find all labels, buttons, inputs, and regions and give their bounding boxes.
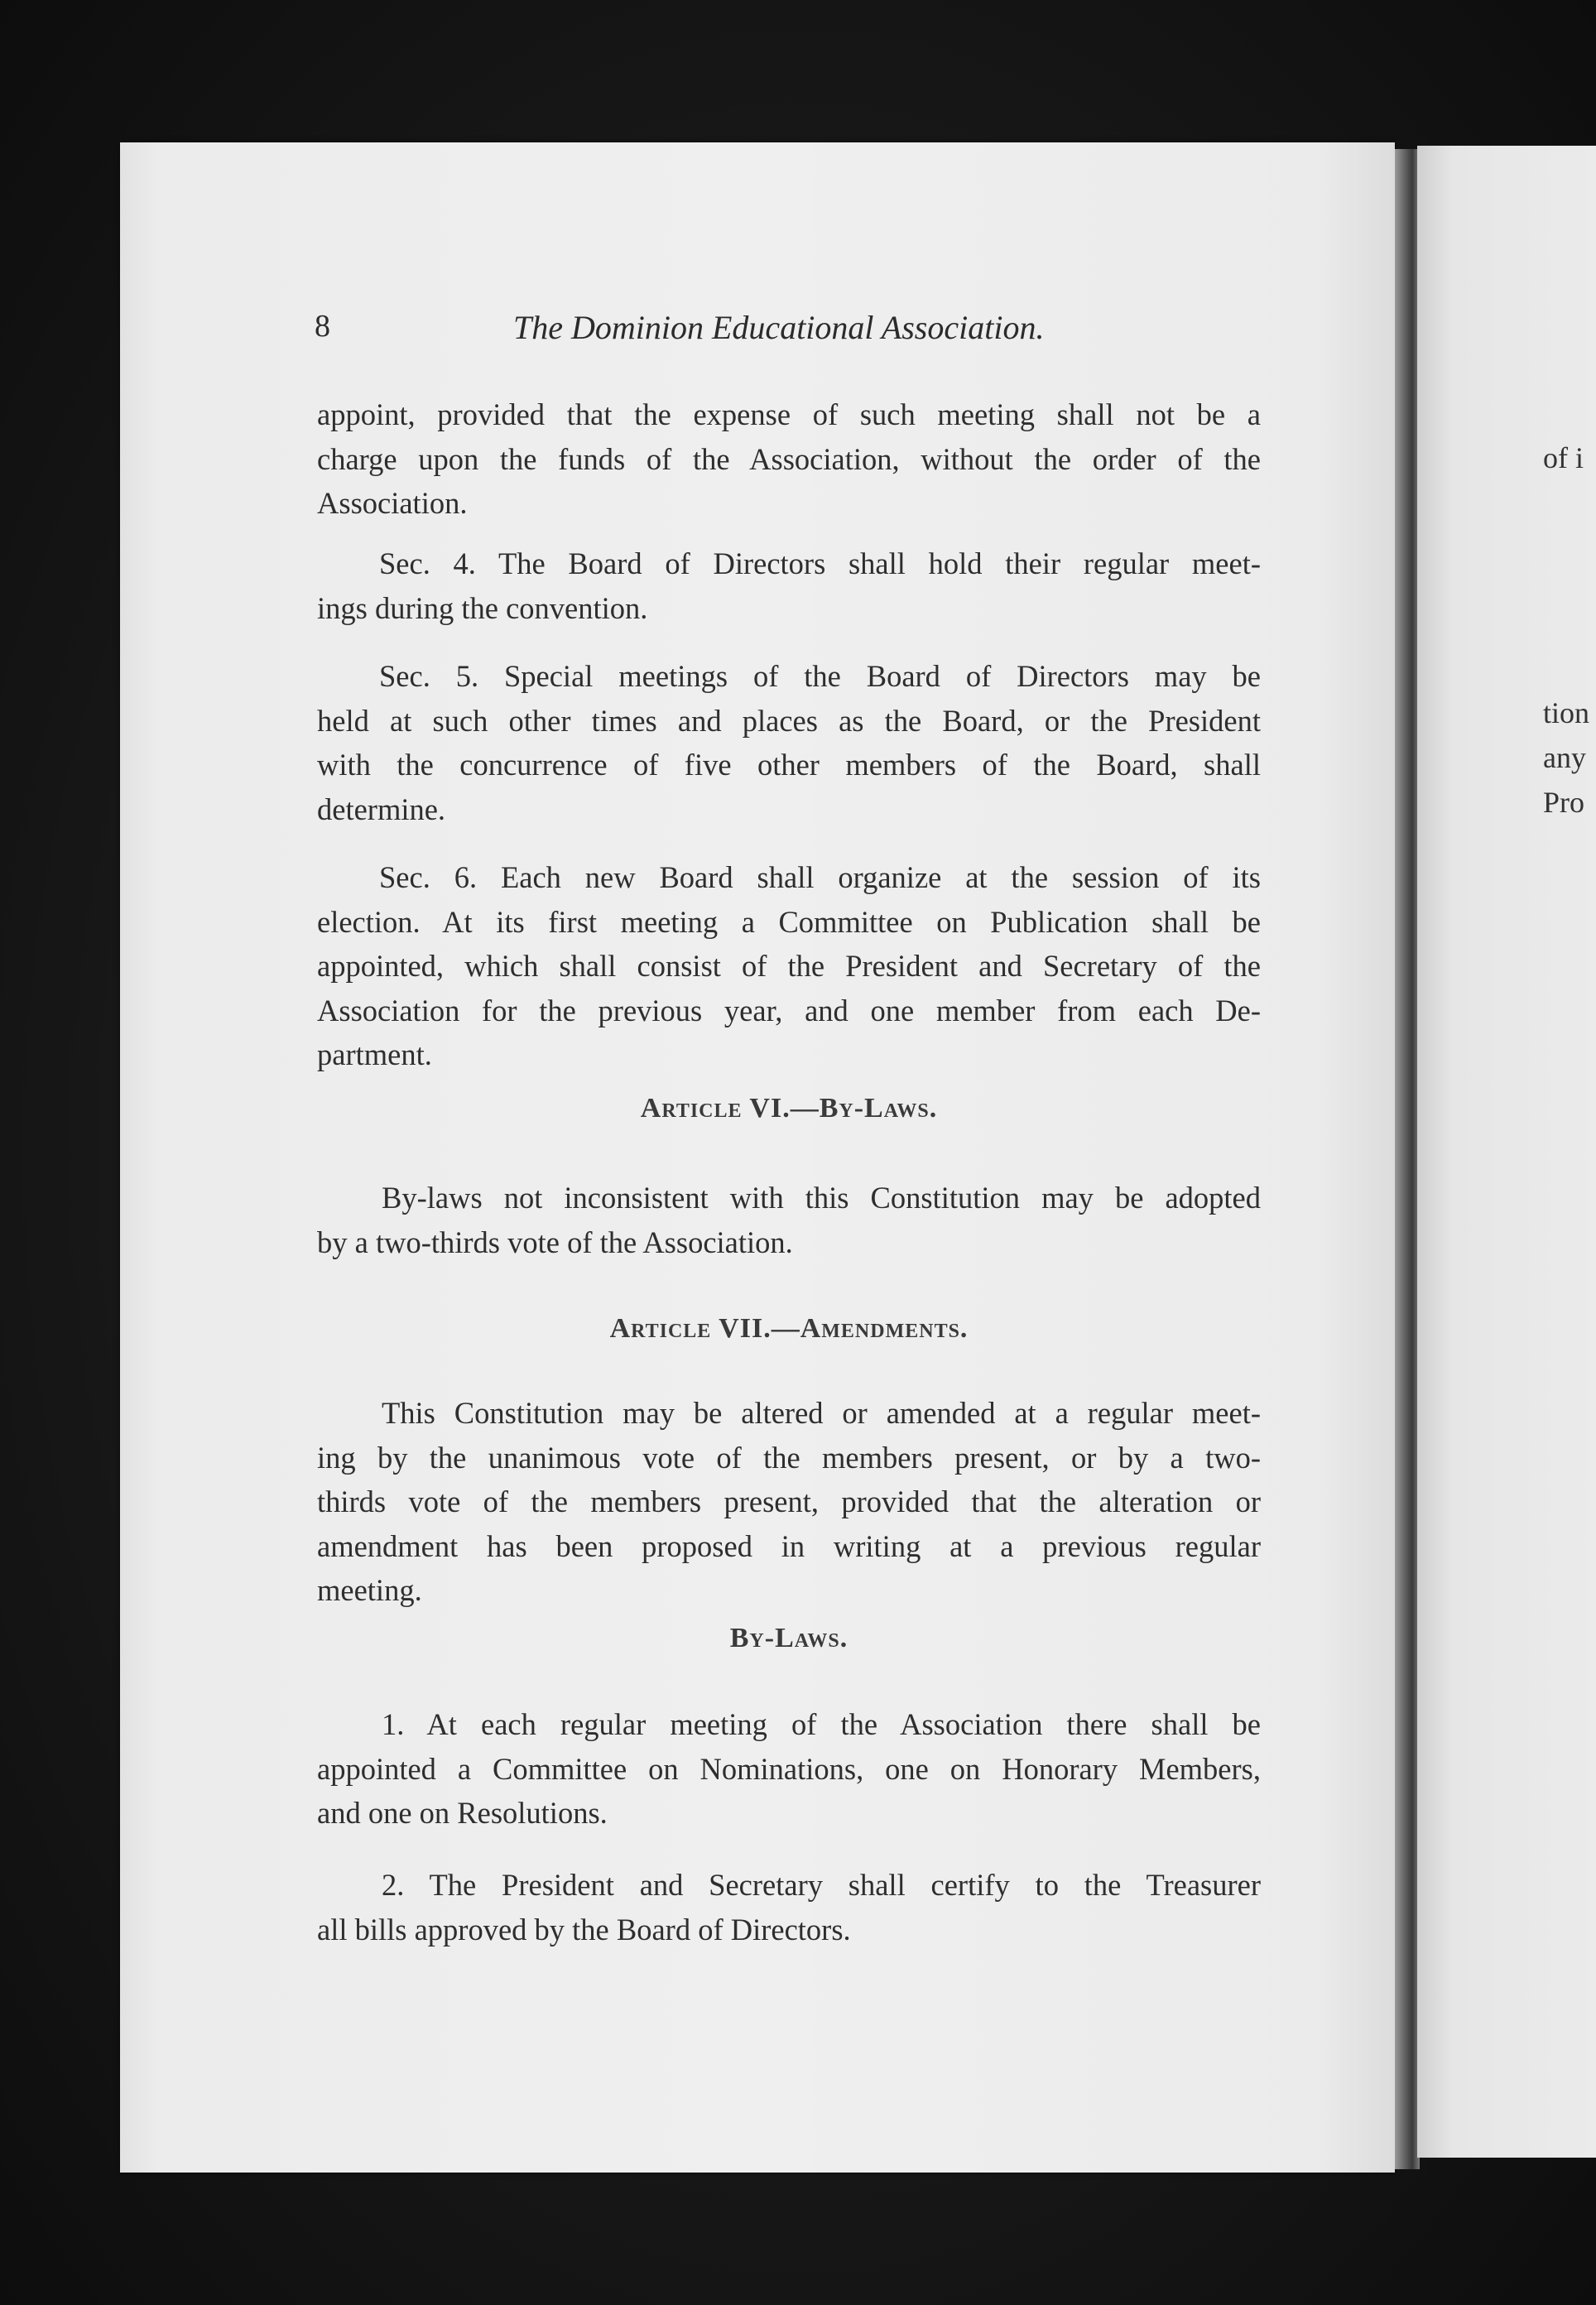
text-line: determine. [317, 792, 446, 826]
running-title: The Dominion Educational Association. [513, 309, 1045, 346]
text-line: all bills approved by the Board of Directors. [317, 1912, 851, 1946]
article-vii-text [317, 1391, 1261, 1613]
text-line: and one on Resolutions. [317, 1796, 608, 1831]
text-line: By-laws not inconsistent with this Constitution may be adopted [382, 1181, 1261, 1215]
adjacent-fragment: tion [1543, 696, 1590, 729]
text-line: 1. At each regular meeting of the Association there shall be [382, 1707, 1261, 1741]
text-line: appointed, which shall consist of the President and Secretary of the [317, 949, 1261, 984]
text-line: 2. The President and Secretary shall certify to the Treasurer [382, 1868, 1261, 1902]
text-line: appoint, provided that the expense of such meeting shall not be a [317, 397, 1261, 431]
adjacent-fragment: any [1543, 741, 1586, 774]
paragraph-sec-4 [317, 541, 1261, 630]
text-line: Association for the previous year, and one member from each De- [317, 993, 1261, 1027]
adjacent-fragment: Pro [1543, 786, 1585, 819]
text-line: held at such other times and places as the Board, or the President [317, 703, 1261, 738]
text-line: by a two-thirds vote of the Association. [317, 1225, 793, 1259]
text-line: This Constitution may be altered or amended at a regular meet- [382, 1396, 1261, 1430]
text-line: partment. [317, 1037, 432, 1072]
paragraph [317, 392, 1261, 526]
text-line: thirds vote of the members present, provided that the alteration or [317, 1485, 1261, 1519]
book-gutter [1395, 149, 1420, 2169]
text-line: amendment has been proposed in writing at a previous regular [317, 1528, 1261, 1563]
text-line: Sec. 4. The Board of Directors shall hold their regular meet- [379, 546, 1261, 580]
article-vii-heading: Article VII.—Amendments. [609, 1313, 969, 1344]
adjacent-fragment: of i [1543, 441, 1584, 474]
page-number: 8 [315, 309, 330, 344]
paragraph-sec-5 [317, 654, 1261, 831]
by-law-item-2 [317, 1863, 1261, 1951]
article-vi-heading: Article VI.—By-Laws. [640, 1093, 938, 1124]
text-line: Sec. 6. Each new Board shall organize at the session of its [379, 860, 1261, 894]
text-line: ings during the convention. [317, 590, 648, 625]
text-line: Sec. 5. Special meetings of the Board of Directors may be [379, 659, 1261, 693]
text-line: with the concurrence of five other members of the Board, shall [317, 748, 1261, 782]
running-head [315, 308, 1275, 349]
adjacent-page [1417, 146, 1596, 2158]
text-line: Association. [317, 486, 468, 521]
text-line: meeting. [317, 1573, 422, 1608]
by-law-item-1 [317, 1702, 1261, 1836]
article-vi-text [317, 1176, 1261, 1264]
text-line: ing by the unanimous vote of the members present, or by a two- [317, 1440, 1261, 1475]
paragraph-sec-6 [317, 855, 1261, 1077]
text-line: appointed a Committee on Nominations, one on Honorary Members, [317, 1751, 1261, 1786]
text-line: election. At its first meeting a Committee on Publication shall be [317, 904, 1261, 939]
by-laws-heading: By-Laws. [729, 1623, 848, 1653]
text-line: charge upon the funds of the Association, without the order of the [317, 441, 1261, 476]
